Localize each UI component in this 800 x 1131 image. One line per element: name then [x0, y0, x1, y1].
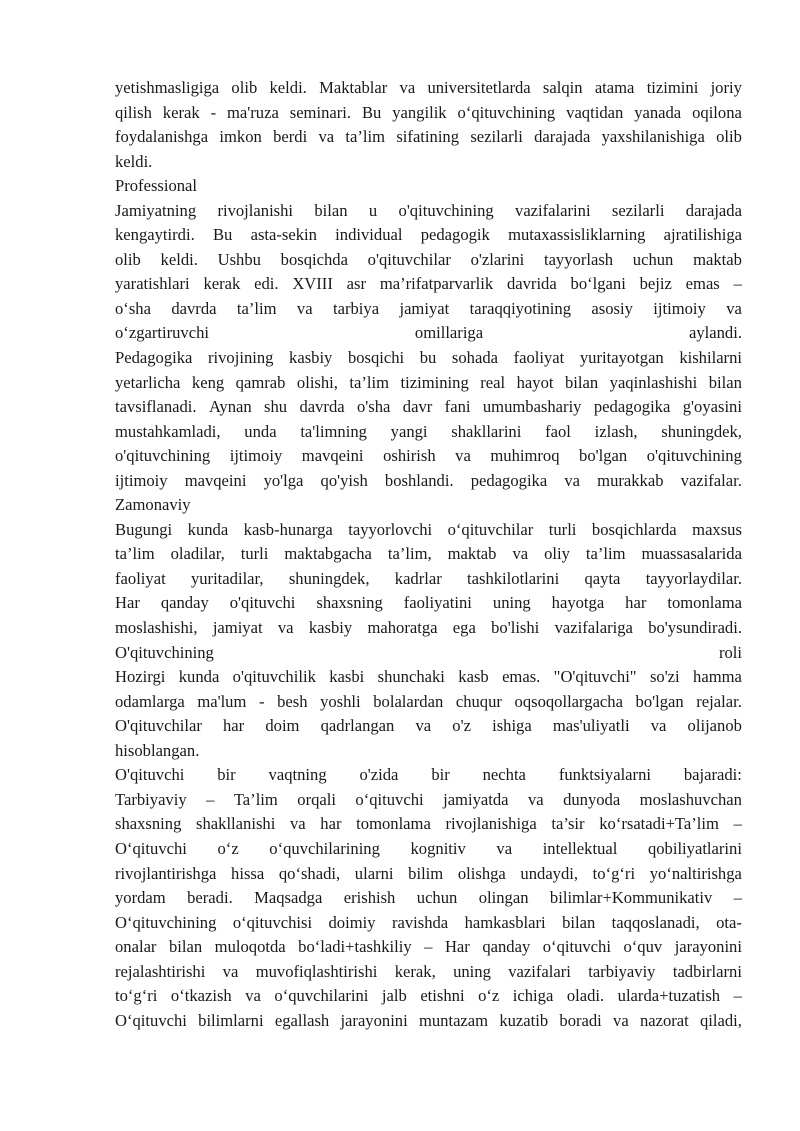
document-page: [115, 76, 742, 1033]
text-line: O‘qituvchi o‘z o‘quvchilarining kognitiv va intellektual qobiliyatlarini: [115, 838, 742, 858]
text-line: Hozirgi kunda o'qituvchilik kasbi shunchaki kasb emas. "O'qituvchi" so'zi hamma: [115, 667, 742, 687]
text-line: Pedagogika rivojining kasbiy bosqichi bu sohada faoliyat yuritayotgan kishilarni: [115, 348, 742, 368]
text-line: o‘zgartiruvchi omillariga aylandi.: [115, 323, 742, 343]
text-line: rejalashtirishi va muvofiqlashtirishi kerak, uning vazifalari tarbiyaviy tadbirlarni: [115, 961, 742, 981]
text-line: O‘qituvchining o‘qituvchisi doimiy ravishda hamkasblari bilan taqqoslanadi, ota-: [115, 912, 742, 932]
text-line: hisoblangan.: [115, 740, 200, 760]
text-line: foydalanishga imkon berdi va ta’lim sifatining sezilarli darajada yaxshilanishiga olib: [115, 127, 742, 147]
text-line: O'qituvchining roli: [115, 642, 742, 662]
text-line: rivojlantirishga hissa qo‘shadi, ularni bilim olishga undaydi, to‘g‘ri yo‘naltirishga: [115, 863, 742, 883]
text-line: onalar bilan muloqotda bo‘ladi+tashkiliy – Har qanday o‘qituvchi o‘quv jarayonini: [115, 937, 742, 957]
text-line: o'qituvchining ijtimoiy mavqeini oshirish va muhimroq bo'lgan o'qituvchining: [115, 446, 742, 466]
text-line: ta’lim oladilar, turli maktabgacha ta’lim, maktab va oliy ta’lim muassasalarida: [115, 544, 742, 564]
text-line: Bugungi kunda kasb-hunarga tayyorlovchi o‘qituvchilar turli bosqichlarda maxsus: [115, 519, 742, 539]
text-line: kengaytirdi. Bu asta-sekin individual pedagogik mutaxassisliklarning ajratilishiga: [115, 225, 742, 245]
text-line: shaxsning shakllanishi va har tomonlama rivojlanishiga ta’sir ko‘rsatadi+Ta’lim –: [115, 814, 742, 834]
text-line: O'qituvchi bir vaqtning o'zida bir nechta funktsiyalarni bajaradi:: [115, 765, 742, 785]
text-line: moslashishi, jamiyat va kasbiy mahoratga ega bo'lishi vazifalariga bo'ysundiradi.: [115, 618, 742, 638]
text-line: olib keldi. Ushbu bosqichda o'qituvchilar o'zlarini tayyorlash uchun maktab: [115, 249, 742, 269]
text-line: Zamonaviy: [115, 495, 191, 515]
text-line: yaratishlari kerak edi. XVIII asr ma’rifatparvarlik davrida bo‘lgani bejiz emas –: [115, 274, 742, 294]
text-line: faoliyat yuritadilar, shuningdek, kadrlar tashkilotlarini qayta tayyorlaydilar.: [115, 568, 742, 588]
text-line: O‘qituvchi bilimlarni egallash jarayonini muntazam kuzatib boradi va nazorat qiladi,: [115, 1010, 742, 1030]
text-line: qilish kerak - ma'ruza seminari. Bu yangilik o‘qituvchining vaqtidan yanada oqilona: [115, 102, 742, 122]
text-line: Professional: [115, 176, 198, 196]
text-line: odamlarga ma'lum - besh yoshli bolalardan chuqur oqsoqollargacha bo'lgan rejalar.: [115, 691, 742, 711]
text-line: Jamiyatning rivojlanishi bilan u o'qituvchining vazifalarini sezilarli darajada: [115, 200, 742, 220]
text-line: Tarbiyaviy – Ta’lim orqali o‘qituvchi jamiyatda va dunyoda moslashuvchan: [115, 789, 742, 809]
text-line: ijtimoiy mavqeini yo'lga qo'yish boshlandi. pedagogika va murakkab vazifalar.: [115, 470, 742, 490]
text-line: o‘sha davrda ta’lim va tarbiya jamiyat taraqqiyotining asosiy ijtimoiy va: [115, 298, 742, 318]
text-line: to‘g‘ri o‘tkazish va o‘quvchilarini jalb etishni o‘z ichiga oladi. ularda+tuzatish –: [115, 986, 742, 1006]
text-line: tavsiflanadi. Aynan shu davrda o'sha davr fani umumbashariy pedagogika g'oyasini: [115, 397, 742, 417]
text-line: Har qanday o'qituvchi shaxsning faoliyatini uning hayotga har tomonlama: [115, 593, 742, 613]
text-line: yordam beradi. Maqsadga erishish uchun olingan bilimlar+Kommunikativ –: [115, 888, 742, 908]
text-line: keldi.: [115, 151, 153, 171]
text-line: mustahkamladi, unda ta'limning yangi shakllarini faol izlash, shuningdek,: [115, 421, 742, 441]
text-line: yetarlicha keng qamrab olishi, ta’lim tizimining real hayot bilan yaqinlashishi bilan: [115, 372, 742, 392]
text-line: O'qituvchilar har doim qadrlangan va o'z ishiga mas'uliyatli va olijanob: [115, 716, 742, 736]
text-line: yetishmasligiga olib keldi. Maktablar va universitetlarda salqin atama tizimini joriy: [115, 78, 742, 97]
